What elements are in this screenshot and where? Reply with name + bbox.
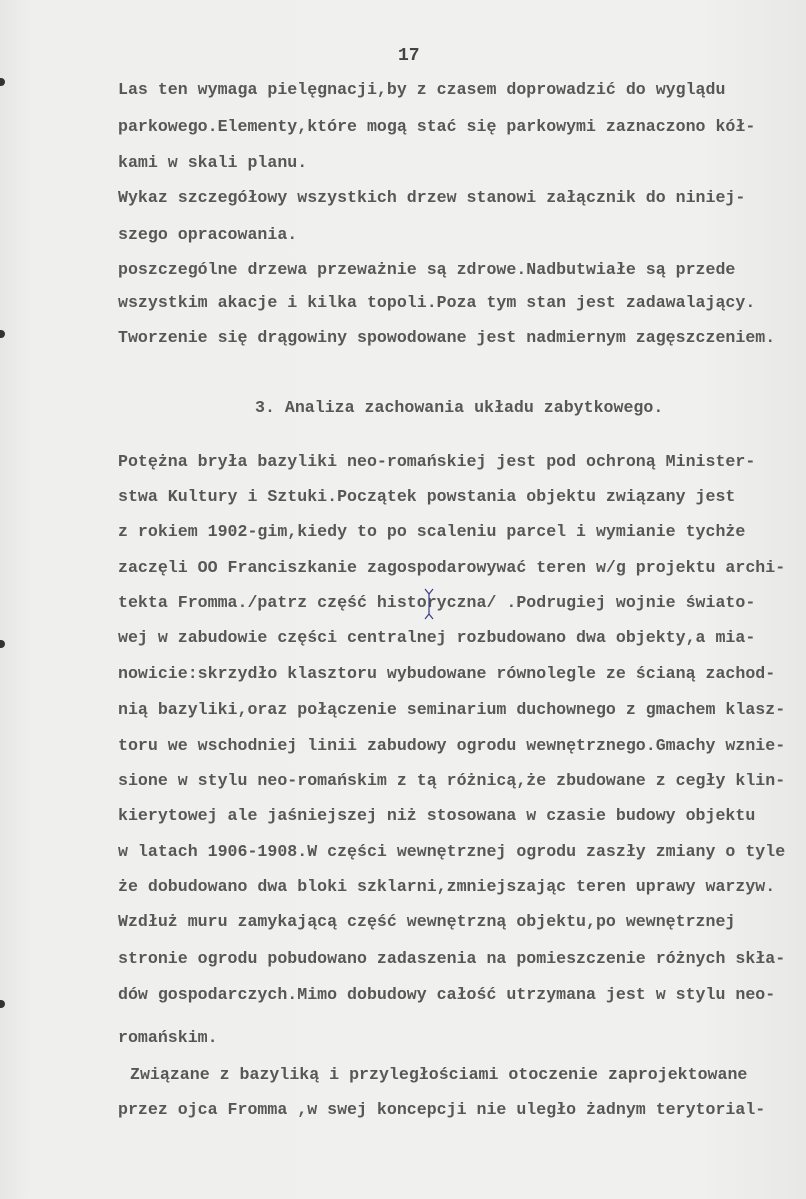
text-line: parkowego.Elementy,które mogą stać się parkowymi zaznaczono kół- [118,117,756,136]
text-line: stwa Kultury i Sztuki.Początek powstania objektu związany jest [118,487,736,506]
page-number: 17 [398,46,420,66]
text-line: z rokiem 1902-gim,kiedy to po scaleniu parcel i wymianie tychże [118,522,746,541]
text-line: zaczęli OO Franciszkanie zagospodarowywać teren w/g projektu archi- [118,558,786,577]
binding-hole [0,78,5,86]
text-line: przez ojca Fromma ,w swej koncepcji nie uległo żadnym terytorial- [118,1100,766,1119]
text-line: romańskim. [118,1028,218,1047]
binding-hole [0,640,5,648]
binding-hole [0,330,5,338]
text-line: Związane z bazyliką i przyległościami otoczenie zaprojektowane [130,1065,748,1084]
binding-hole [0,1000,5,1008]
text-line: kierytowej ale jaśniejszej niż stosowana w czasie budowy objektu [118,806,756,825]
section-heading: 3. Analiza zachowania układu zabytkowego. [255,398,664,417]
text-line: sione w stylu neo-romańskim z tą różnicą,że zbudowane z cegły klin- [118,771,786,790]
text-line: poszczególne drzewa przeważnie są zdrowe.Nadbutwiałe są przede [118,260,736,279]
text-line: nią bazyliki,oraz połączenie seminarium duchownego z gmachem klasz- [118,700,786,719]
text-line: Wykaz szczegółowy wszystkich drzew stanowi załącznik do niniej- [118,188,746,207]
text-line: w latach 1906-1908.W części wewnętrznej ogrodu zaszły zmiany o tyle [118,842,786,861]
text-line: dów gospodarczych.Mimo dobudowy całość utrzymana jest w stylu neo- [118,985,776,1004]
text-line: Tworzenie się drągowiny spowodowane jest nadmiernym zagęszczeniem. [118,328,776,347]
text-line: Wzdłuż muru zamykającą część wewnętrzną objektu,po wewnętrznej [118,912,736,931]
text-line: Las ten wymaga pielęgnacji,by z czasem doprowadzić do wyglądu [118,80,726,99]
text-line: stronie ogrodu pobudowano zadaszenia na pomieszczenie różnych skła- [118,949,786,968]
text-line: że dobudowano dwa bloki szklarni,zmniejszając teren uprawy warzyw. [118,877,776,896]
text-line: tekta Fromma./patrz część historyczna/ .Podrugiej wojnie świato- [118,593,756,612]
text-line: kami w skali planu. [118,153,308,172]
text-line: nowicie:skrzydło klasztoru wybudowane równolegle ze ścianą zachod- [118,664,776,683]
text-line: wej w zabudowie części centralnej rozbudowano dwa objekty,a mia- [118,628,756,647]
text-line: wszystkim akacje i kilka topoli.Poza tym stan jest zadawalający. [118,293,756,312]
text-line: Potężna bryła bazyliki neo-romańskiej jest pod ochroną Minister- [118,452,756,471]
text-line: toru we wschodniej linii zabudowy ogrodu wewnętrznego.Gmachy wznie- [118,736,786,755]
text-line: szego opracowania. [118,225,298,244]
